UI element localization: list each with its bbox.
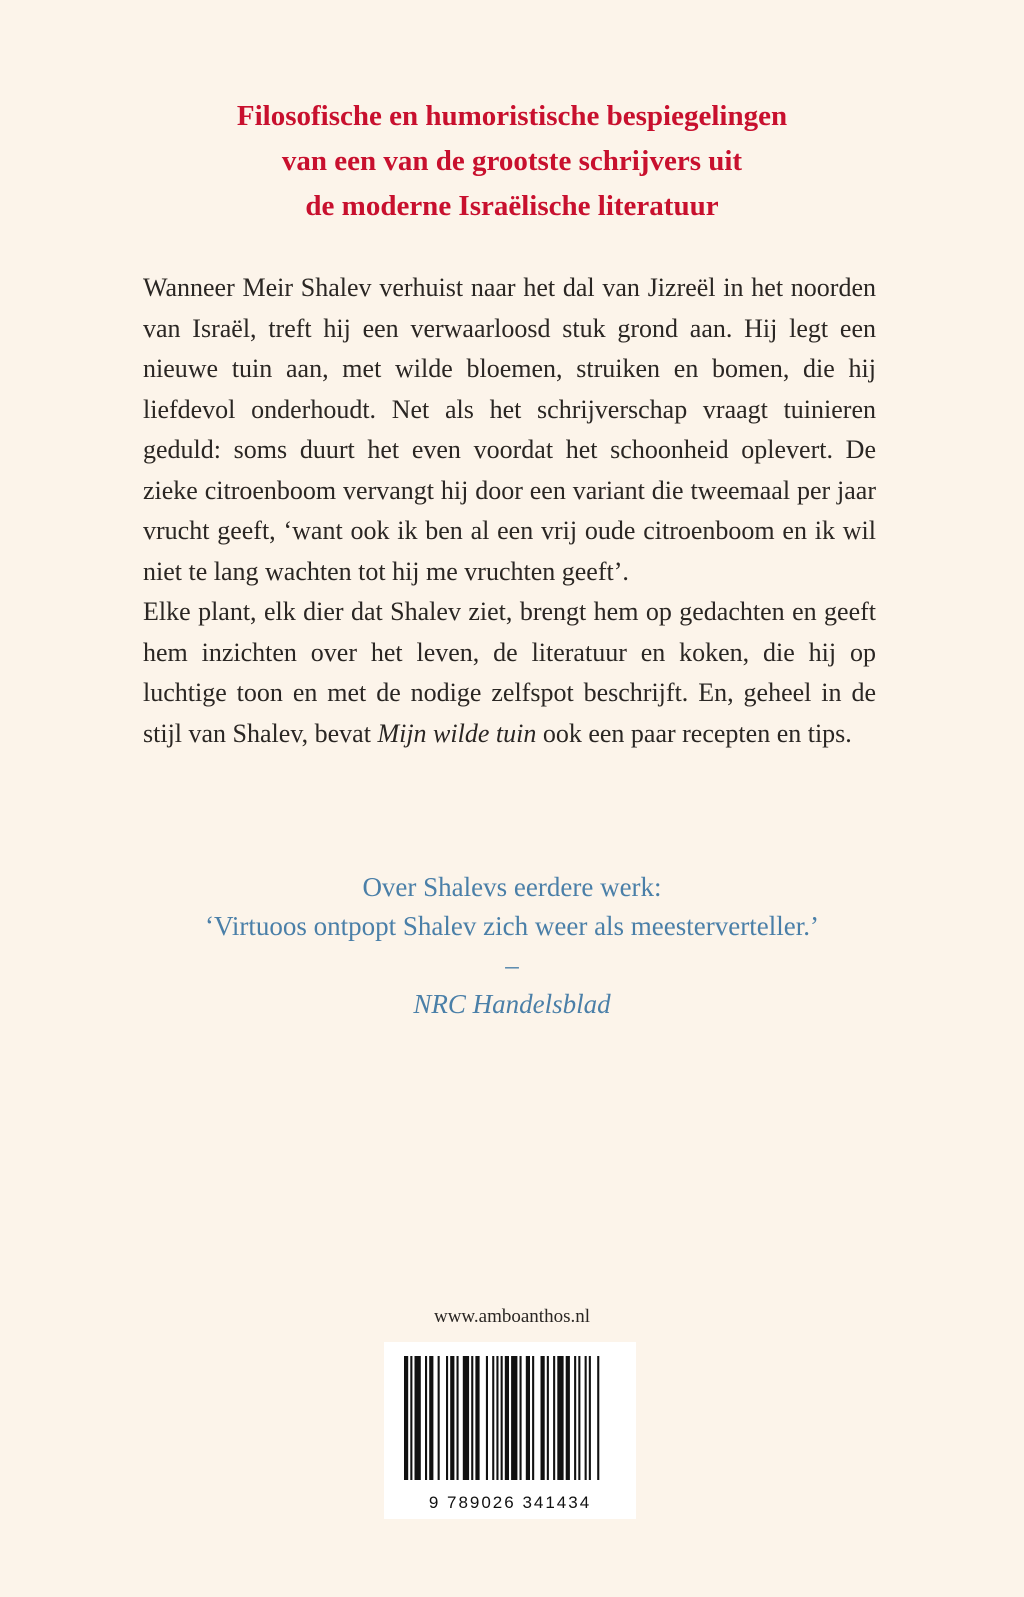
blurb-text bbox=[143, 268, 876, 754]
quote-intro: Over Shalevs eerdere werk: bbox=[362, 872, 662, 902]
blurb-paragraph-2-start: Elke plant, elk dier dat Shalev ziet, brengt hem op gedachten en geeft hem inzichten over het leven, de literatuur en koken, die hij op luchtige toon en met de nodige zelfspot beschrijft. En, geheel in de stijl van Shalev, bevat bbox=[143, 597, 876, 748]
barcode-bar bbox=[597, 1356, 599, 1480]
tagline-line-1: Filosofische en humoristische bespiegelingen bbox=[236, 100, 788, 132]
barcode-bar bbox=[471, 1356, 473, 1480]
barcode-bars bbox=[404, 1356, 616, 1480]
tagline-line-3: de moderne Israëlische literatuur bbox=[305, 190, 719, 222]
barcode-bar bbox=[475, 1356, 479, 1480]
barcode-bar bbox=[501, 1356, 503, 1480]
blurb-paragraph-2 bbox=[143, 592, 876, 754]
barcode-bar bbox=[457, 1356, 459, 1480]
barcode-bar bbox=[511, 1356, 517, 1480]
barcode-bar bbox=[438, 1356, 440, 1480]
barcode-bar bbox=[532, 1356, 534, 1480]
barcode-bar bbox=[578, 1356, 580, 1480]
publisher-website: www.amboanthos.nl bbox=[433, 1306, 591, 1327]
quote-dash: – bbox=[505, 950, 519, 980]
barcode-bar bbox=[574, 1356, 576, 1480]
barcode-bar bbox=[547, 1356, 549, 1480]
barcode-bar bbox=[553, 1356, 555, 1480]
barcode-bar bbox=[486, 1356, 488, 1480]
barcode-bar bbox=[410, 1356, 412, 1480]
barcode-bar bbox=[425, 1356, 427, 1480]
tagline-line-2: van een van de grootste schrijvers uit bbox=[281, 145, 743, 177]
barcode-bar bbox=[505, 1356, 509, 1480]
barcode-bar bbox=[496, 1356, 498, 1480]
blurb-paragraph-1: Wanneer Meir Shalev verhuist naar het dal van Jizreël in het noorden van Israël, treft hij een verwaarloosd stuk grond aan. Hij legt een nieuwe tuin aan, met wilde bloemen, struiken en bomen, die hij liefdevol onderhoudt. Net als het schrijverschap vraagt tuinieren geduld: soms duurt het even voordat het schoonheid oplevert. De zieke citroenboom vervangt hij door een variant die tweemaal per jaar vrucht geeft, ‘want ook ik ben al een vrij oude citroenboom en ik wil niet te lang wachten tot hij me vruchten geeft’. bbox=[143, 273, 876, 586]
press-quote bbox=[0, 868, 1024, 1024]
barcode-bar bbox=[520, 1356, 522, 1480]
barcode-bar bbox=[404, 1356, 408, 1480]
book-title: Mijn wilde tuin bbox=[377, 718, 537, 748]
barcode bbox=[384, 1342, 636, 1519]
barcode-bar bbox=[450, 1356, 454, 1480]
barcode-bar bbox=[585, 1356, 587, 1480]
quote-source: NRC Handelsblad bbox=[413, 989, 611, 1019]
barcode-bar bbox=[463, 1356, 469, 1480]
tagline bbox=[0, 94, 1024, 229]
barcode-bar bbox=[541, 1356, 545, 1480]
barcode-bar bbox=[429, 1356, 433, 1480]
barcode-bar bbox=[557, 1356, 563, 1480]
barcode-bar bbox=[492, 1356, 494, 1480]
barcode-bar bbox=[566, 1356, 570, 1480]
blurb-paragraph-2-end: ook een paar recepten en tips. bbox=[536, 718, 852, 748]
barcode-bar bbox=[589, 1356, 591, 1480]
barcode-bar bbox=[446, 1356, 448, 1480]
barcode-bar bbox=[415, 1356, 421, 1480]
barcode-bar bbox=[526, 1356, 530, 1480]
isbn-number: 9 789026 341434 bbox=[428, 1493, 592, 1512]
quote-attribution bbox=[0, 946, 1024, 1024]
quote-text: ‘Virtuoos ontpopt Shalev zich weer als meesterverteller.’ bbox=[205, 911, 819, 941]
